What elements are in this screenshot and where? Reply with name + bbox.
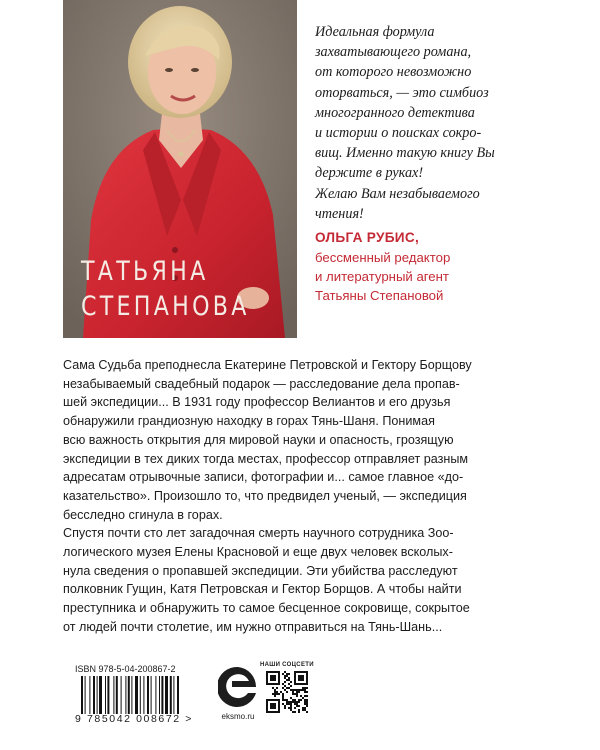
- book-annotation: [63, 356, 543, 637]
- author-last-name: СТЕПАНОВА: [81, 291, 250, 322]
- editor-quote: [315, 22, 545, 224]
- signature-desc-line: и литературный агент: [315, 269, 449, 284]
- annotation-line: логического музея Елены Красновой и еще двух человек всколых-: [63, 545, 453, 560]
- quote-signature-name: ОЛЬГА РУБИС,: [315, 230, 420, 245]
- social-block: [260, 662, 314, 718]
- isbn-text: ISBN 978-5-04-200867-2: [75, 664, 176, 674]
- annotation-line: адресатам отрывочные записи, фотографии и... самое главное «до-: [63, 470, 464, 485]
- annotation-line: Сама Судьба преподнесла Екатерине Петровской и Гектору Борщову: [63, 358, 472, 372]
- barcode-icon: [81, 676, 205, 714]
- quote-line: многогранного детектива: [315, 104, 475, 121]
- quote-signature-description: [315, 248, 555, 305]
- annotation-line: Спустя почти сто лет загадочная смерть научного сотрудника Зоо-: [63, 526, 454, 541]
- signature-desc-line: бессменный редактор: [315, 250, 451, 265]
- annotation-line: незабываемый свадебный подарок — расследование дела пропав-: [63, 376, 460, 391]
- quote-line: Идеальная формула: [315, 24, 435, 40]
- annotation-line: обнаружили грандиозную находку в горах Тянь-Шаня. Понимая: [63, 414, 435, 429]
- eksmo-logo-icon: [218, 665, 258, 709]
- quote-line: и истории о поисках сокро-: [315, 125, 482, 142]
- author-portrait: [63, 0, 297, 338]
- annotation-line: нула сведения о пропавшей экспедиции. Эти убийства расследуют: [63, 563, 458, 578]
- annotation-line: полковник Гущин, Катя Петровская и Гектор Борщов. А чтобы найти: [63, 582, 462, 597]
- annotation-line: преступника и обнаружить то самое бесценное сокровище, сокрытое: [63, 601, 470, 616]
- annotation-line: бесследно сгинула в горах.: [63, 507, 223, 522]
- annotation-line: шей экспедиции... В 1931 году профессор Велиантов и его друзья: [63, 395, 451, 410]
- annotation-line: казательство». Произошло то, что предвидел ученый, — экспедиция: [63, 488, 467, 503]
- quote-line: чтения!: [315, 205, 364, 222]
- publisher-site: eksmo.ru: [221, 712, 255, 721]
- quote-line: вищ. Именно такую книгу Вы: [315, 145, 495, 162]
- social-label: НАШИ СОЦСЕТИ: [260, 662, 314, 668]
- signature-desc-line: Татьяны Степановой: [315, 288, 444, 303]
- annotation-line: от людей почти столетие, им нужно отправиться на Тянь-Шань...: [63, 619, 443, 634]
- quote-line: Желаю Вам незабываемого: [315, 185, 480, 202]
- publisher-logo: [218, 665, 258, 725]
- quote-line: захватывающего романа,: [315, 44, 472, 61]
- quote-line: держите в руках!: [315, 165, 424, 182]
- annotation-line: экспедиции в тех диких тогда местах, профессор отправляет разным: [63, 451, 469, 466]
- quote-line: оторваться, — это симбиоз: [315, 84, 489, 101]
- qr-code-icon: [266, 671, 308, 713]
- barcode-block: [75, 664, 211, 726]
- author-first-name: ТАТЬЯНА: [81, 256, 209, 287]
- annotation-line: всю важность открытия для мировой науки и опасность, грозящую: [63, 432, 454, 447]
- quote-line: от которого невозможно: [315, 64, 472, 81]
- barcode-digits: 9 785042 008672 >: [75, 713, 193, 725]
